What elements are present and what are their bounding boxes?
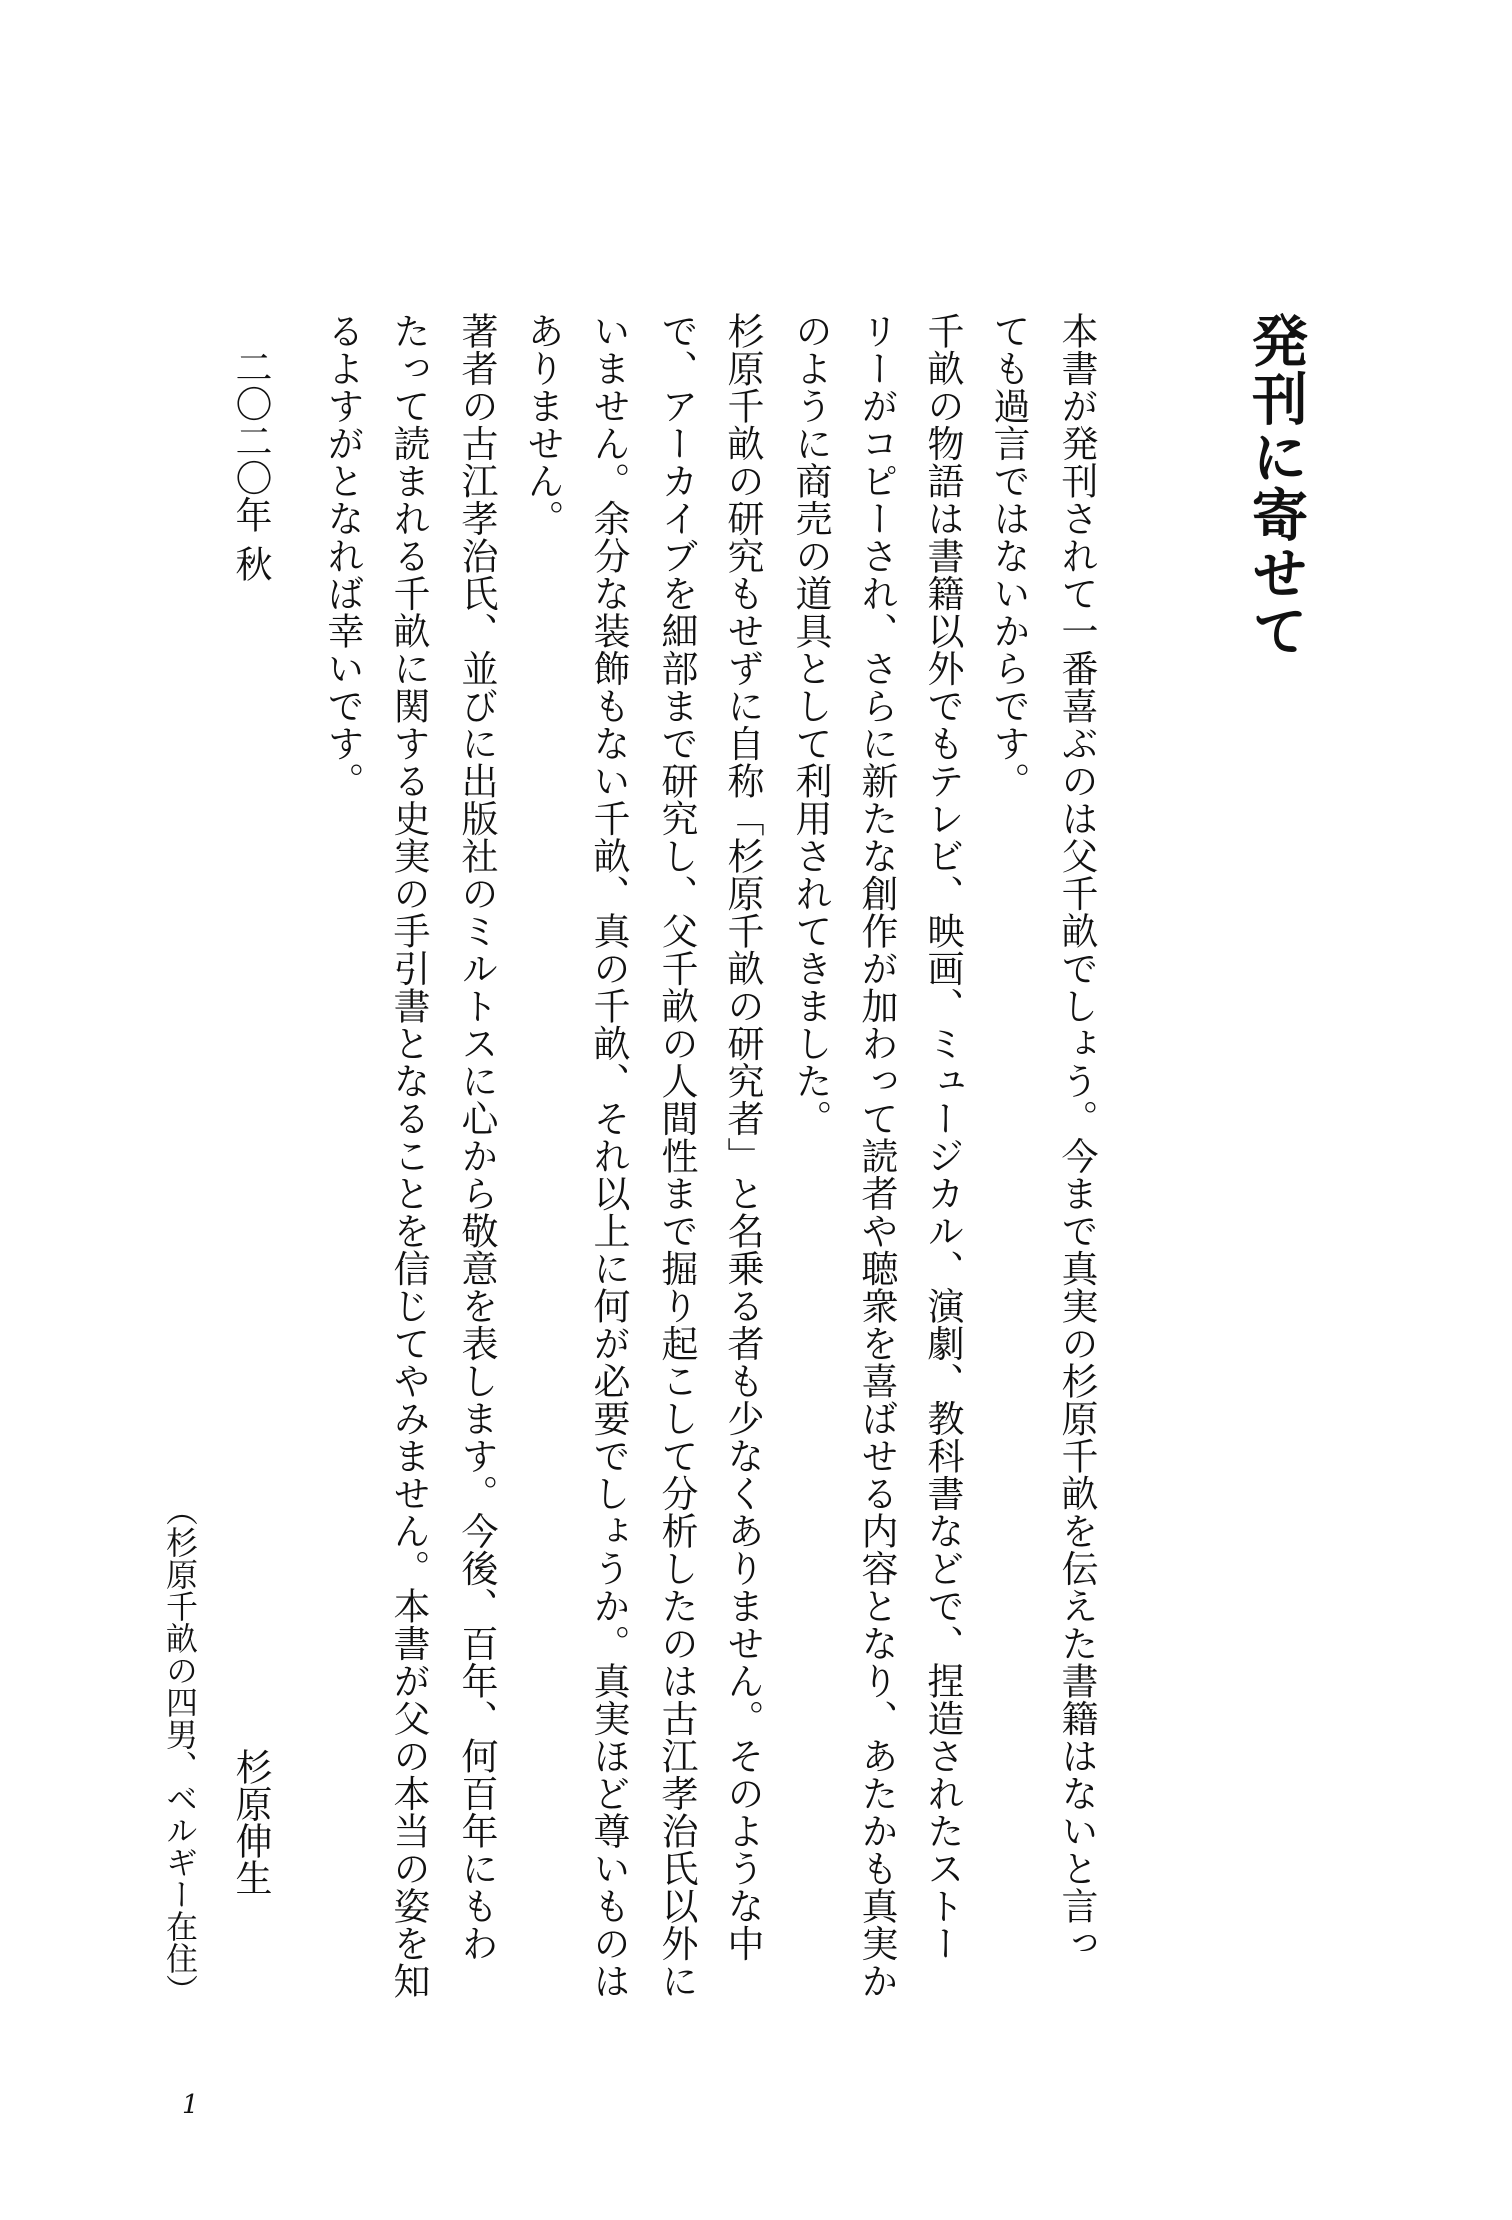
body-line: のように商売の道具として利用されてきました。: [789, 312, 832, 1137]
author-note: （杉原千畝の四男、ベルギー在住）: [161, 1494, 199, 2006]
page-title: 発刊に寄せて: [1243, 312, 1309, 660]
body-line: ありません。: [521, 312, 564, 537]
body-line: 本書が発刊されて一番喜ぶのは父千畝でしょう。今まで真実の杉原千畝を伝えた書籍はないと言っ: [1055, 312, 1098, 1962]
body-line: で、アーカイブを細部まで研究し、父千畝の人間性まで掘り起こして分析したのは古江孝治氏以外に: [655, 312, 698, 2000]
author-name: 杉原伸生: [229, 1748, 272, 1896]
body-line: 著者の古江孝治氏、並びに出版社のミルトスに心から敬意を表します。今後、百年、何百年にもわ: [455, 312, 498, 1962]
body-line: ても過言ではないからです。: [987, 312, 1030, 800]
body-line: たって読まれる千畝に関する史実の手引書となることを信じてやみません。本書が父の本当の姿を知: [387, 312, 430, 2000]
body-line: リーがコピーされ、さらに新たな創作が加わって読者や聴衆を喜ばせる内容となり、あたかも真実か: [855, 312, 898, 2000]
body-line: るよすがとなれば幸いです。: [321, 312, 364, 800]
body-line: 杉原千畝の研究もせずに自称「杉原千畝の研究者」と名乗る者も少なくありません。そのような中: [721, 312, 764, 1962]
body-line: 千畝の物語は書籍以外でもテレビ、映画、ミュージカル、演劇、教科書などで、捏造されたストー: [921, 312, 964, 1962]
page-number: 1: [182, 2090, 199, 2120]
date: 二〇二〇年 秋: [229, 348, 272, 582]
body-line: いません。余分な装飾もない千畝、真の千畝、それ以上に何が必要でしょうか。真実ほど尊いものは: [587, 312, 630, 2000]
